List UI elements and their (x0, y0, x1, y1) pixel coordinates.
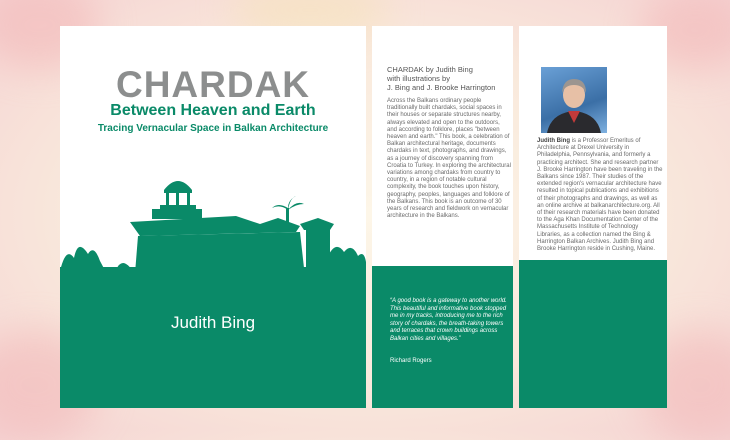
cover-tagline: Tracing Vernacular Space in Balkan Architecture (97, 123, 329, 134)
review-quote: “A good book is a gateway to another world. This beautiful and informative book stopped me in my tracks, introducing me to the rich story of chardaks, the breath-taking towers and terraces that crown buildings across Balkan cities and villages.” (390, 298, 507, 342)
quote-author: Richard Rogers (390, 358, 432, 364)
author-name: Judith Bing (537, 138, 570, 144)
book-credits (387, 65, 509, 92)
cover-subtitle: Between Heaven and Earth (110, 102, 316, 119)
credits-line-2: with illustrations by (387, 74, 450, 83)
inside-flap-page (372, 26, 513, 408)
credits-line-1: CHARDAK by Judith Bing (387, 65, 473, 74)
author-bio-text: is a Professor Emeritus of Architecture at Drexel University in Philadelphia, Pennsylvania, and formerly a practicing architect. She and research partner J. Brooke Harrington have been traveling in the Balkans since 1987. Their studies of the extended region's vernacular architecture have resulted in topical publications and exhibitions of their photographs and drawings, as well as an online archive at balkanarchitecture.org. All of their research materials have been donated to the Aga Khan Documentation Center of the Massachusetts Institute of Technology Libraries, as a collection named the Bing & Harrington Balkan Archives. Judith Bing and Brooke Harrington reside in Cushing, Maine. (537, 138, 663, 253)
book-description: Across the Balkans ordinary people traditionally built chardaks, social spaces in their houses or separate structures nearby, always elevated and open to the outdoors, and according to folklore, places "between heaven and earth." This book, a celebration of Balkan architectural heritage, documents chardaks in text, photographs, and drawings, as a journey of discovery spanning from Croatia to Turkey. In exploring the architectural variations among chardaks from country to country, in a region of notable cultural complexity, the book touches upon history, geography, peoples, languages and folklore of the Balkans. This book is an outcome of 30 years of research and fieldwork on vernacular architecture in the Balkans. (387, 98, 511, 220)
author-portrait-icon (541, 67, 607, 133)
author-bio (537, 138, 663, 253)
credits-line-3: J. Bing and J. Brooke Harrington (387, 83, 496, 92)
author-green-band (519, 260, 667, 408)
cover-title: CHARDAK (115, 64, 311, 105)
book-cover (60, 26, 366, 408)
cover-green-band (60, 267, 366, 408)
cover-author: Judith Bing (170, 313, 256, 332)
author-page (519, 26, 667, 408)
author-photo (541, 67, 607, 133)
